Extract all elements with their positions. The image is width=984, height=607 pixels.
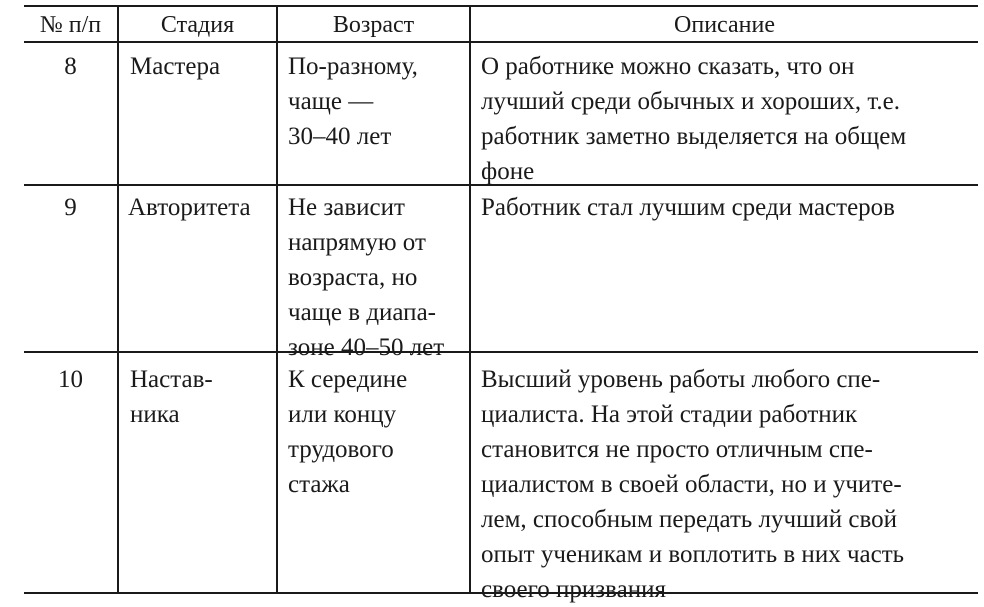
row-number: 10 xyxy=(58,366,83,393)
text-line: чаще в диапа- xyxy=(288,299,436,326)
text-line: или концу xyxy=(288,401,397,428)
text-line: Высший уровень работы любого спе- xyxy=(481,366,881,393)
text-line: опыт ученикам и воплотить в них часть xyxy=(481,541,905,568)
text-line: работник заметно выделяется на общем xyxy=(481,123,907,150)
text-line: К середине xyxy=(288,366,408,393)
text-line: лем, способным передать лучший свой xyxy=(481,506,897,533)
row-stage xyxy=(130,49,220,84)
text-line: напрямую от xyxy=(288,229,426,256)
text-line: Настав- xyxy=(130,366,213,393)
row-description xyxy=(481,49,906,189)
row-age xyxy=(288,190,444,365)
column-divider xyxy=(469,5,471,594)
text-line: трудового xyxy=(288,436,394,463)
text-line: циалистом в своей области, но и учите- xyxy=(481,471,902,498)
row-age xyxy=(288,49,418,154)
text-line: 30–40 лет xyxy=(288,123,392,150)
row-divider xyxy=(24,351,978,353)
text-line: ника xyxy=(130,401,180,428)
row-stage xyxy=(128,190,251,225)
text-line: чаще — xyxy=(288,88,374,115)
text-line: зоне 40–50 лет xyxy=(288,334,445,361)
text-line: Работник стал лучшим среди мастеров xyxy=(481,194,895,221)
column-divider xyxy=(276,5,278,594)
header-number: № п/п xyxy=(39,12,102,38)
text-line: циалиста. На этой стадии работник xyxy=(481,401,858,428)
header-stage: Стадия xyxy=(160,12,235,38)
header-bottom-border xyxy=(24,41,978,43)
row-description xyxy=(481,190,895,225)
text-line: стажа xyxy=(288,471,350,498)
header-age: Возраст xyxy=(332,12,415,38)
row-description xyxy=(481,362,904,607)
column-divider xyxy=(117,5,119,594)
text-line: своего призвания xyxy=(481,576,666,603)
row-number: 8 xyxy=(64,53,77,80)
row-age xyxy=(288,362,407,502)
row-stage xyxy=(130,362,213,432)
text-line: Мастера xyxy=(130,53,221,80)
text-line: Не зависит xyxy=(288,194,405,221)
text-line: фоне xyxy=(481,158,535,185)
text-line: О работнике можно сказать, что он xyxy=(481,53,855,80)
header-description: Описание xyxy=(674,12,775,38)
text-line: становится не просто отличным спе- xyxy=(481,436,873,463)
text-line: Авторитета xyxy=(128,194,251,221)
text-line: По-разному, xyxy=(288,53,418,80)
text-line: возраста, но xyxy=(288,264,418,291)
table-top-border xyxy=(24,5,978,7)
text-line: лучший среди обычных и хороших, т.е. xyxy=(481,88,900,115)
row-number: 9 xyxy=(64,194,77,221)
